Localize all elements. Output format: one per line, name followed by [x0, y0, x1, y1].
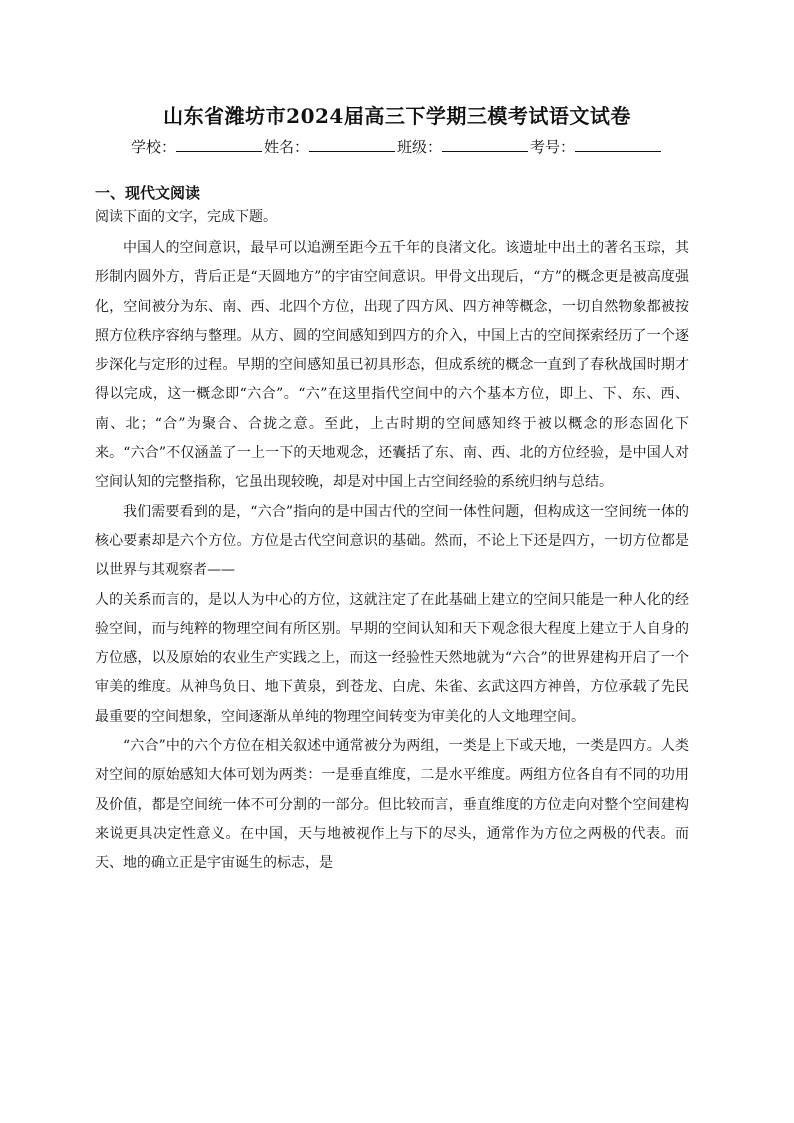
school-label: 学校：: [130, 138, 176, 156]
class-blank: [442, 137, 528, 152]
reading-instruction: 阅读下面的文字，完成下题。: [95, 209, 277, 225]
passage-paragraph-2: 我们需要看到的是，“六合”指向的是中国古代的空间一体性问题，但构成这一空间统一体的核心要素却是六个方位。方位是古代空间意识的基础。然而，不论上下还是四方，一切方位都是以世界与其观察者——: [95, 503, 689, 579]
passage-paragraph-4: “六合”中的六个方位在相关叙述中通常被分为两组，一类是上下或天地，一类是四方。人类对空间的原始感知大体可划为两类：一是垂直维度，二是水平维度。两组方位各自有不同的功用及价值，都是空间统一体不可分割的一部分。但比较而言，垂直维度的方位走向对整个空间建构来说更具决定性意义。在中国，天与地被视作上与下的尽头，通常作为方位之两极的代表。而天、地的确立正是宇宙诞生的标志，是: [95, 738, 689, 872]
passage-paragraph-1: 中国人的空间意识，最早可以追溯至距今五千年的良渚文化。该遗址中出土的著名玉琮，其形制内圆外方，背后正是“天圆地方”的宇宙空间意识。甲骨文出现后，“方”的概念更是被高度强化，空间被分为东、南、西、北四个方位，出现了四方风、四方神等概念，一切自然物象都被按照方位秩序容纳与整理。从方、圆的空间感知到四方的介入，中国上古的空间探索经历了一个逐步深化与定形的过程。早期的空间感知虽已初具形态，但成系统的概念一直到了春秋战国时期才得以完成，这一概念即“六合”。“六”在这里指代空间中的六个基本方位，即上、下、东、西、南、北；“合”为聚合、合拢之意。至此，上古时期的空间感知终于被以概念的形态固化下来。“六合”不仅涵盖了一上一下的天地观念，还囊括了东、南、西、北的方位经验，是中国人对空间认知的完整指称，它虽出现较晚，却是对中国上古空间经验的系统归纳与总结。: [95, 240, 689, 491]
school-blank: [176, 137, 262, 152]
passage-paragraph-3: 人的关系而言的，是以人为中心的方位，这就注定了在此基础上建立的空间只能是一种人化的经验空间，而与纯粹的物理空间有所区别。早期的空间认知和天下观念很大程度上建立于人自身的方位感，以及原始的农业生产实践之上，而这一经验性天然地就为“六合”的世界建构开启了一个审美的维度。从神鸟负日、地下黄泉，到苍龙、白虎、朱雀、玄武这四方神兽，方位承载了先民最重要的空间想象，空间逐渐从单纯的物理空间转变为审美化的人文地理空间。: [95, 591, 689, 725]
student-info-line: [0, 136, 794, 157]
section-title: 一、现代文阅读: [95, 184, 201, 202]
exam-title: 山东省潍坊市2024届高三下学期三模考试语文试卷: [163, 104, 631, 128]
name-blank: [309, 137, 395, 152]
name-label: 姓名：: [263, 138, 309, 156]
class-label: 班级：: [397, 138, 443, 156]
number-blank: [575, 137, 661, 152]
reading-passage: [95, 234, 689, 879]
number-label: 考号：: [530, 138, 576, 156]
